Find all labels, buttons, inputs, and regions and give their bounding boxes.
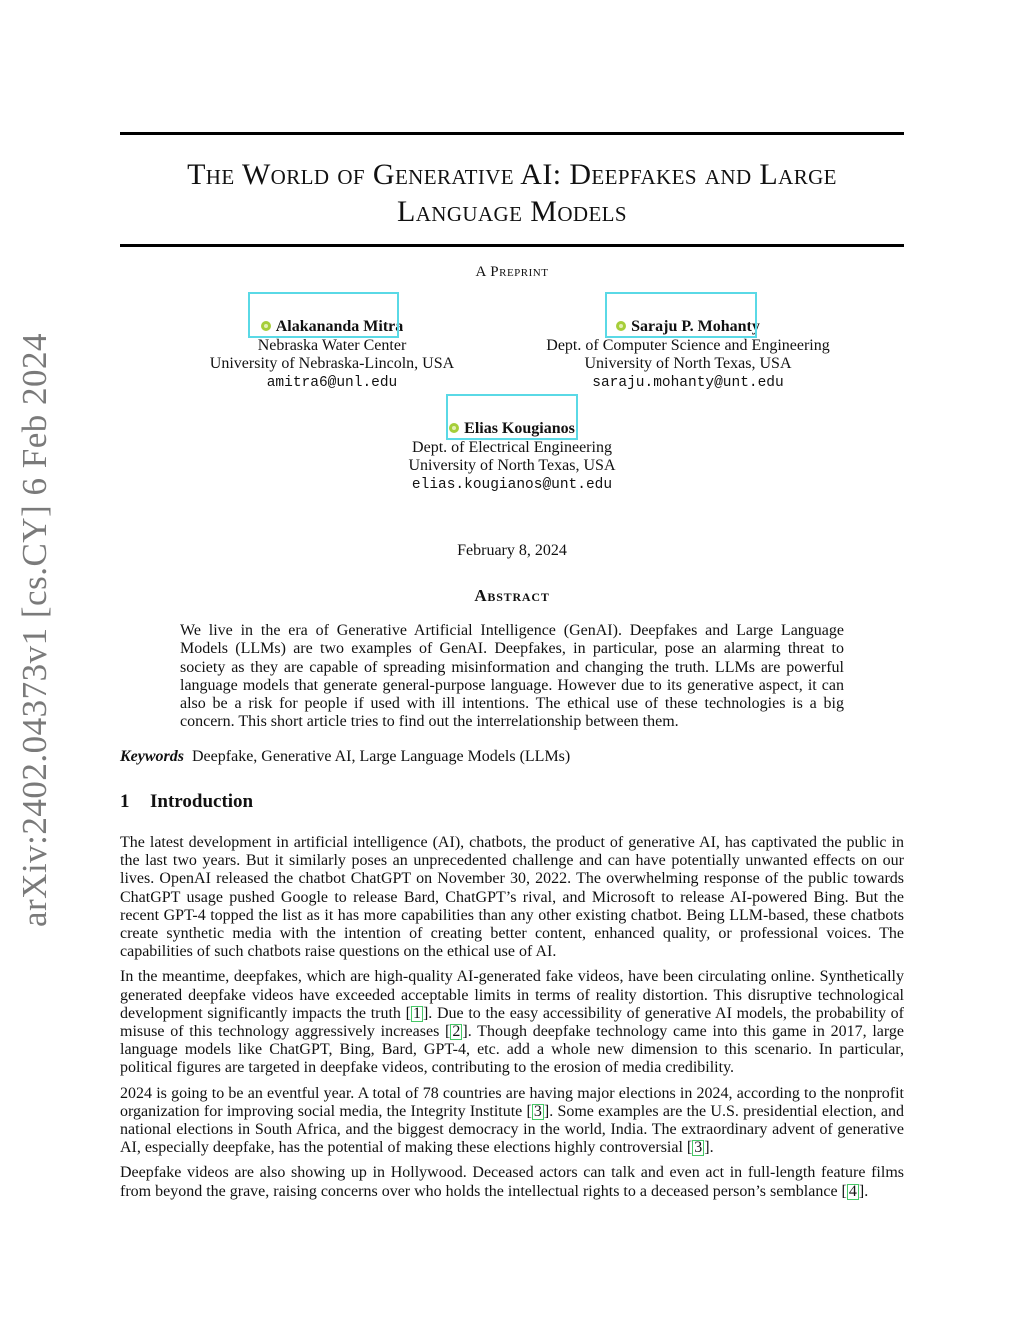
section-body [120,834,904,1208]
abstract-text: We live in the era of Generative Artificial Intelligence (GenAI). Deepfakes and Large Language Models (LLMs) are two examples of GenAI. Deepfakes, in particular, pose an alarming threat to society as they are capable of spreading misinformation and changing the truth. LLMs are powerful language models that generate general-purpose language. However due to its generative aspect, it can also be a risk for people if used with ill intentions. The ethical use of these technologies is a big concern. This short article tries to find out the interrelationship between them. [180,622,844,731]
author-affiliation: Dept. of Computer Science and Engineering [546,336,830,354]
paragraph-text: ]. Due to the easy accessibility of generative AI models, the probability of misuse of this technology aggressively increases [ [120,1004,905,1041]
arxiv-identifier-text: arXiv:2402.04373v1 [cs.CY] 6 Feb 2024 [15,332,54,928]
author-affiliation: University of North Texas, USA [584,355,792,372]
citation-link[interactable]: 3 [694,1139,703,1157]
paragraph-text: In the meantime, deepfakes, which are high-quality AI-generated fake videos, have been circulating online. Synthetically generated deepfake videos have exceeded acceptable limits in terms of reality distortion. This disruptive technological development significantly impacts the truth [ [120,968,904,1022]
keywords-text: Deepfake, Generative AI, Large Language Models (LLMs) [192,748,571,765]
title-line-1: The World of Generative AI: Deepfakes and Large [187,158,837,191]
preprint-label: A Preprint [475,264,549,280]
author-name[interactable]: Saraju P. Mohanty [631,318,760,335]
publication-date: February 8, 2024 [457,542,567,559]
title-bottom-rule [120,244,904,247]
paragraph-text: 2024 is going to be an eventful year. A total of 78 countries are having major elections in 2024, according to the nonprofit organization for improving social media, the Integrity Institute [ [120,1084,904,1120]
paragraph-text: ]. Some examples are the U.S. presidential election, and national elections in South Africa, and the biggest democracy in the world, India. The extraordinary advent of generative AI, especially deepfake, has the potential of making these elections highly controversial [ [120,1102,904,1157]
paragraph-text: ]. [704,1139,714,1157]
paragraph [120,1085,904,1158]
author-affiliation: University of Nebraska-Lincoln, USA [209,355,455,372]
author-link-highlight-2[interactable] [605,292,757,338]
abstract-heading: Abstract [474,586,550,605]
citation-link[interactable]: 3 [533,1102,542,1120]
paragraph [120,968,904,1077]
arxiv-side-identifier [5,320,65,940]
paragraph [120,834,904,961]
citation-link[interactable]: 4 [848,1182,857,1200]
keywords-label: Keywords [120,748,184,765]
paragraph [120,1164,904,1200]
author-affiliation: Dept. of Electrical Engineering [412,438,612,456]
citation-link[interactable]: 2 [452,1023,461,1041]
author-email[interactable]: saraju.mohanty@unt.edu [592,374,784,391]
title-top-rule [120,132,904,135]
paper-title [120,156,904,230]
author-email[interactable]: elias.kougianos@unt.edu [411,476,613,493]
author-name[interactable]: Alakananda Mitra [275,318,404,335]
section-number: 1 [120,791,130,812]
author-link-highlight-3[interactable] [446,394,578,440]
paragraph-text: ]. Though deepfake technology came into this game in 2017, large language models like ChatGPT, Bing, Bard, GPT-4, etc. add a whole new dimension to this scenario. In particular, political figures are targeted in deepfake videos, contributing to the erosion of media credibility. [120,1023,905,1077]
author-email[interactable]: amitra6@unl.edu [266,374,398,391]
author-affiliation: Nebraska Water Center [257,336,407,354]
author-link-highlight-1[interactable] [248,292,399,338]
citation-link[interactable]: 1 [412,1004,421,1022]
paragraph-text: The latest development in artificial intelligence (AI), chatbots, the product of generative AI, has captivated the public in the last two years. But it similarly poses an unprecedented challenge and can have potentially unwanted effects on our lives. OpenAI released the chatbot ChatGPT on November 30, 2022. The overwhelming response of the public towards ChatGPT usage pushed Google to release Bard, ChatGPT’s rival, and Microsoft to release AI-powered Bing. But the recent GPT-4 topped the list as it has more capabilities than any other existing chatbot. Being LLM-based, these chatbots create synthetic media with the intention of creating better content, enhanced quality, or professional voices. The capabilities of such chatbots raise questions on the ethical use of AI. [120,834,904,961]
paragraph-text: Deepfake videos are also showing up in Hollywood. Deceased actors can talk and even act in full-length feature films from beyond the grave, raising concerns over who holds the intellectual rights to a deceased person’s semblance [ [120,1164,904,1200]
author-affiliation: University of North Texas, USA [408,457,616,474]
paragraph-text: ]. [858,1182,869,1200]
author-name[interactable]: Elias Kougianos [464,420,575,437]
keywords-line [120,748,904,766]
title-line-2: Language Models [397,195,627,228]
section-title: Introduction [150,791,254,812]
section-heading [120,791,253,813]
